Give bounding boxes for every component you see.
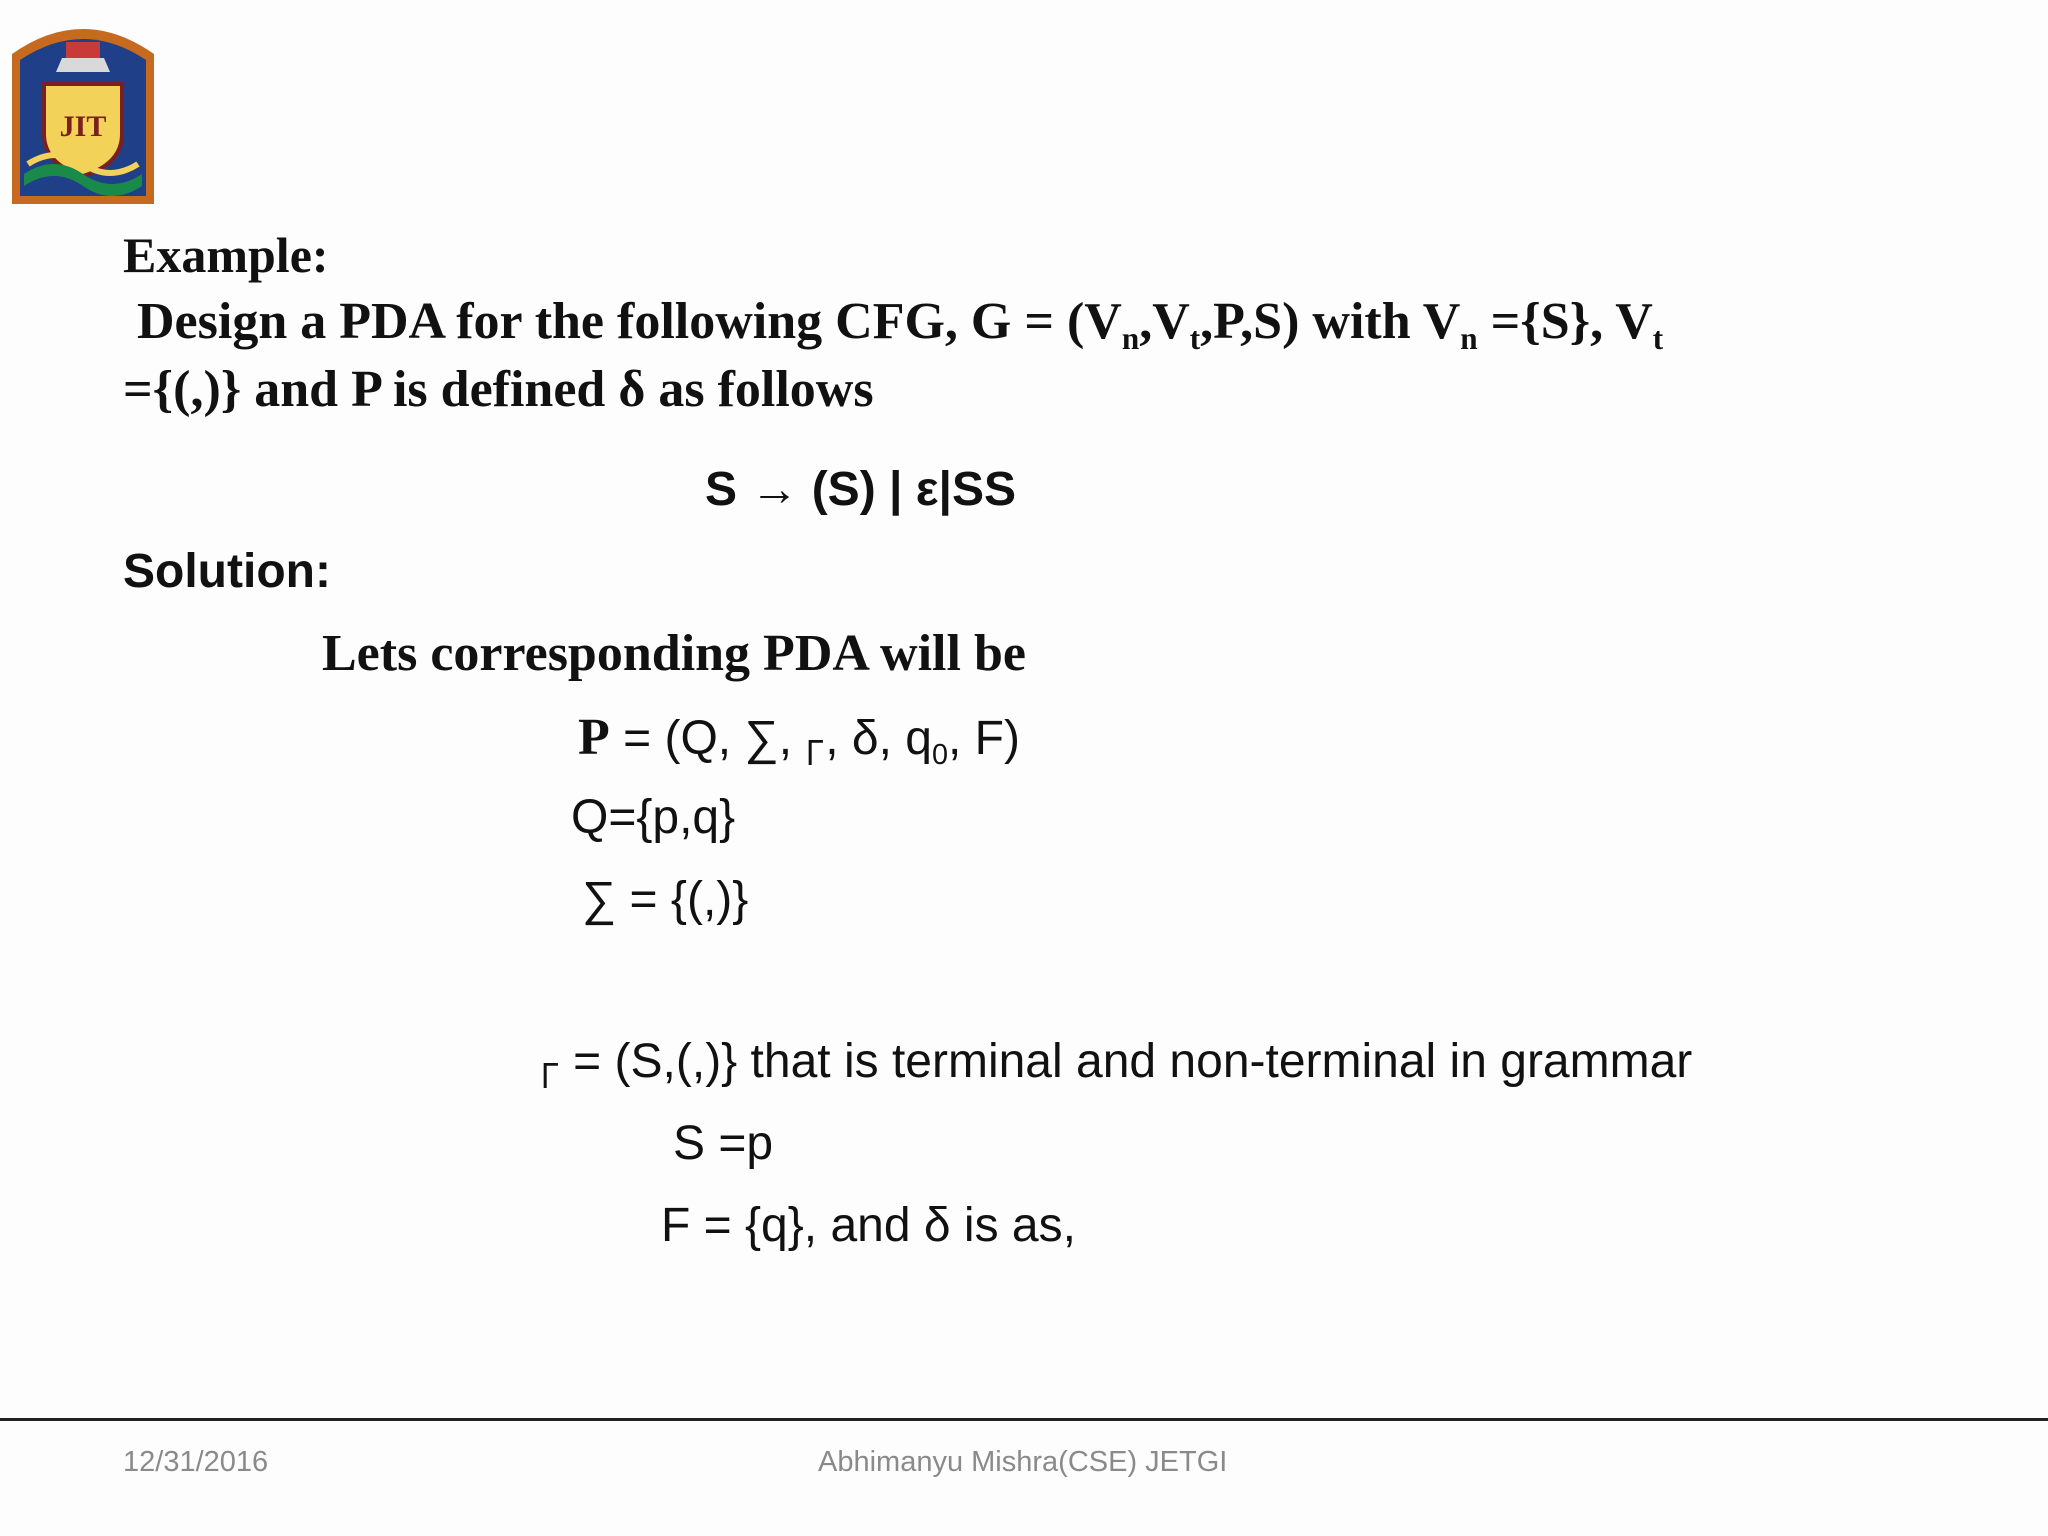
- example-label: Example:: [123, 227, 329, 283]
- svg-text:JIT: JIT: [59, 110, 107, 143]
- q-set: Q={p,q}: [571, 791, 736, 844]
- final-states: F = {q}, and δ is as,: [661, 1199, 1076, 1252]
- footer-date: 12/31/2016: [123, 1446, 269, 1478]
- footer-divider: [0, 1418, 2048, 1421]
- gamma-definition: Γ = (S,(,)} that is terminal and non-terminal in grammar: [540, 1035, 1693, 1096]
- pda-tuple: P = (Q, ∑, Γ, δ, $q_0$, F): [578, 709, 1020, 773]
- solution-intro: Lets corresponding PDA will be: [322, 625, 1026, 682]
- sigma-set: ∑ = {(,)}: [582, 873, 749, 926]
- production-rule: S → (S) | ε|SS: [705, 463, 1017, 516]
- start-state: S =p: [673, 1117, 774, 1170]
- college-crest-icon: [4, 14, 162, 206]
- design-line-1: Design a PDA for the following CFG, $G = (V_n,V_t,P,S)$ with $V_n =\{S\}$, $V_t$: [137, 293, 1664, 356]
- footer-author: Abhimanyu Mishra(CSE) JETGI: [818, 1446, 1228, 1478]
- solution-label: Solution:: [123, 545, 331, 598]
- design-line-2: ={(,)} and P is defined δ as follows: [123, 361, 874, 418]
